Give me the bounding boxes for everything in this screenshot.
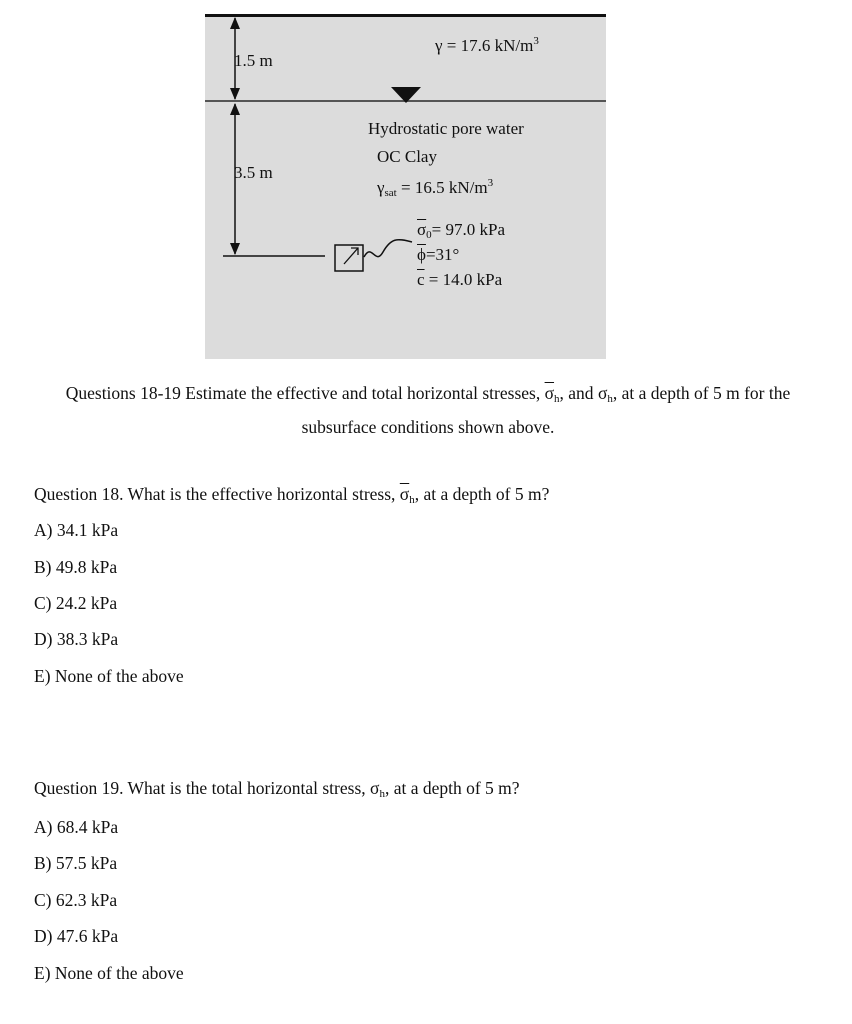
effective-sigma-h-symbol: $\overline{\sigma}$	[399, 484, 410, 504]
sigma-symbol: $\overline{\sigma}$	[417, 220, 427, 239]
bottom-dimension-arrowhead-up	[230, 103, 240, 115]
q18-option-d[interactable]: D) 38.3 kPa	[34, 629, 119, 649]
question-18-text: Question 18. What is the effective horizontal stress, $\overline{\sigma}_h$, at a depth of 5 m?	[34, 484, 550, 506]
q19-option-d[interactable]: D) 47.6 kPa	[34, 926, 119, 946]
q18-option-a[interactable]: A) 34.1 kPa	[34, 520, 119, 540]
friction-angle-label: $\overline{\phi}=31^\circ$	[417, 245, 460, 264]
top-dimension-arrowhead-up	[230, 17, 240, 29]
unit-weight-label: γ = 17.6 $kN/m^3$	[435, 35, 539, 55]
gamma-sat-symbol: γ	[377, 178, 385, 197]
soil-profile-figure	[205, 14, 606, 359]
questions-intro: Questions 18-19 Estimate the effective and total horizontal stresses, $\overline{\sigma}_h$, and $\sigma_h$, at a depth of 5 m for the subsurface conditions shown above.	[65, 383, 791, 437]
top-layer-depth-label: 1.5 m	[234, 51, 273, 70]
soil-element-diagonal	[344, 248, 358, 264]
q19-option-e[interactable]: E) None of the above	[34, 963, 184, 983]
unit-exponent: 3	[533, 35, 539, 47]
q19-option-a[interactable]: A) 68.4 kPa	[34, 817, 119, 837]
q19-option-c[interactable]: C) 62.3 kPa	[34, 890, 118, 910]
q18-option-b[interactable]: B) 49.8 kPa	[34, 557, 118, 577]
top-dimension-arrowhead-down	[230, 88, 240, 100]
phi-symbol: $\overline{\phi}$	[417, 245, 426, 264]
q19-option-b[interactable]: B) 57.5 kPa	[34, 853, 118, 873]
preconsolidation-stress-label: $\overline{\sigma}_0= 97.0$ kPa	[417, 220, 506, 241]
cohesion-symbol: $\overline{c}$	[417, 270, 425, 289]
q18-option-e[interactable]: E) None of the above	[34, 666, 184, 686]
bottom-dimension-arrowhead-down	[230, 243, 240, 255]
question-19-text: Question 19. What is the total horizontal stress, $\sigma_h$, at a depth of 5 m?	[34, 778, 520, 800]
total-sigma-h-symbol: σ	[597, 383, 608, 403]
saturated-unit-weight-label: $\gamma_{sat} = 16.5$ $kN/m^3$	[377, 177, 494, 199]
sat-unit-exponent: 3	[487, 177, 494, 189]
cohesion-label: $\overline{c} = 14.0$ kPa	[417, 270, 503, 289]
gamma-symbol: γ	[435, 36, 443, 55]
bottom-layer-depth-label: 3.5 m	[234, 163, 273, 182]
soil-type-label: OC Clay	[377, 147, 437, 166]
leader-curve	[364, 240, 412, 257]
total-sigma-h-symbol: σ	[370, 778, 380, 798]
effective-sigma-h-symbol: $\overline{\sigma}$	[544, 383, 555, 403]
q18-option-c[interactable]: C) 24.2 kPa	[34, 593, 118, 613]
pore-water-label: Hydrostatic pore water	[368, 119, 524, 138]
